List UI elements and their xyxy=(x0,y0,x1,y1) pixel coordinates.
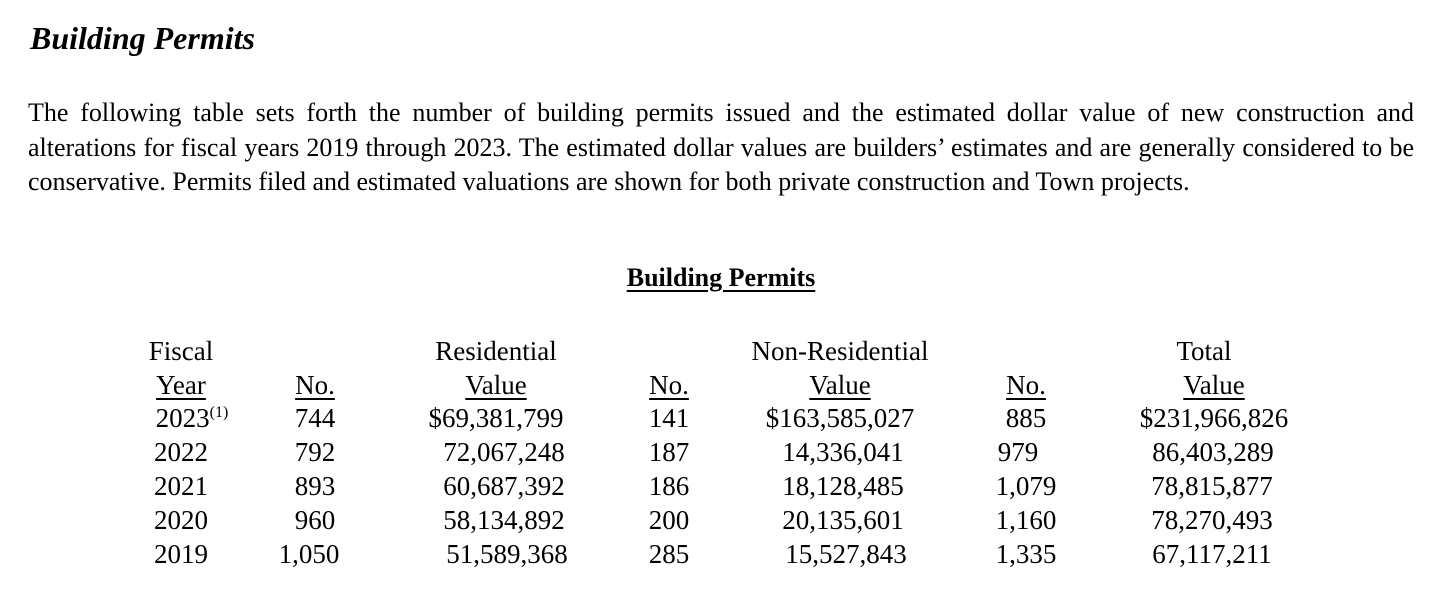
nonres-value-cell: 15,527,843 xyxy=(785,539,907,569)
nonres-no-cell: 187 xyxy=(648,437,690,467)
total-value-column-header: Value xyxy=(1183,370,1245,400)
res-no-column-header: No. xyxy=(295,370,335,400)
table-row-year: 2020 xyxy=(154,505,208,535)
total-value-cell: 67,117,211 xyxy=(1152,539,1272,569)
nonres-no-cell: 186 xyxy=(648,471,690,501)
nonres-value-cell: 20,135,601 xyxy=(782,505,904,535)
nonres-no-cell: 285 xyxy=(648,539,690,569)
table-row-year: 2021 xyxy=(154,471,208,501)
residential-header: Residential xyxy=(435,336,557,366)
table-row-year: 2019 xyxy=(154,539,208,569)
total-no-column-header: No. xyxy=(1006,370,1046,400)
total-value-cell: 78,270,493 xyxy=(1151,505,1273,535)
res-value-cell: 58,134,892 xyxy=(443,505,565,535)
res-value-cell: 72,067,248 xyxy=(443,437,565,467)
nonres-no-column-header: No. xyxy=(649,370,689,400)
year-column-header: Year xyxy=(156,370,206,400)
footnote-marker: (1) xyxy=(209,404,229,421)
table-row-year: 2023$^{(1)}$ xyxy=(155,403,229,433)
intro-paragraph: The following table sets forth the number of building permits issued and the estimated dollar value of new construction and alterations for fiscal years 2019 through 2023. The estimated dollar values are builders’ estimates and are generally considered to be conservative. Permits filed and estimated valuations are shown for both private construction and Town projects. xyxy=(28,98,1414,196)
res-no-cell: 1,050 xyxy=(278,539,340,569)
res-no-cell: 893 xyxy=(294,471,336,501)
nonres-value-cell: 18,128,485 xyxy=(782,471,904,501)
total-value-cell: $231,966,826 xyxy=(1139,403,1289,433)
res-value-column-header: Value xyxy=(465,370,527,400)
res-no-cell: 792 xyxy=(294,437,336,467)
section-heading: Building Permits xyxy=(30,20,255,56)
non-residential-header: Non-Residential xyxy=(751,336,929,366)
total-no-cell: 1,079 xyxy=(995,471,1057,501)
total-value-cell: 86,403,289 xyxy=(1152,437,1274,467)
nonres-value-cell: $163,585,027 xyxy=(765,403,915,433)
table-title: Building Permits xyxy=(626,263,816,292)
table-row-year: 2022 xyxy=(154,437,208,467)
fiscal-header: Fiscal xyxy=(148,336,214,366)
nonres-value-column-header: Value xyxy=(809,370,871,400)
res-value-cell: 60,687,392 xyxy=(443,471,565,501)
total-no-cell: 1,335 xyxy=(995,539,1057,569)
res-value-cell: 51,589,368 xyxy=(446,539,568,569)
total-no-cell: 1,160 xyxy=(995,505,1057,535)
res-value-cell: $69,381,799 xyxy=(428,403,564,433)
total-no-cell: 979 xyxy=(997,437,1039,467)
nonres-value-cell: 14,336,041 xyxy=(782,437,904,467)
nonres-no-cell: 200 xyxy=(648,505,690,535)
res-no-cell: 960 xyxy=(294,505,336,535)
total-value-cell: 78,815,877 xyxy=(1151,471,1273,501)
nonres-no-cell: 141 xyxy=(648,403,690,433)
total-header: Total xyxy=(1176,336,1232,366)
total-no-cell: 885 xyxy=(1005,403,1047,433)
res-no-cell: 744 xyxy=(294,403,336,433)
